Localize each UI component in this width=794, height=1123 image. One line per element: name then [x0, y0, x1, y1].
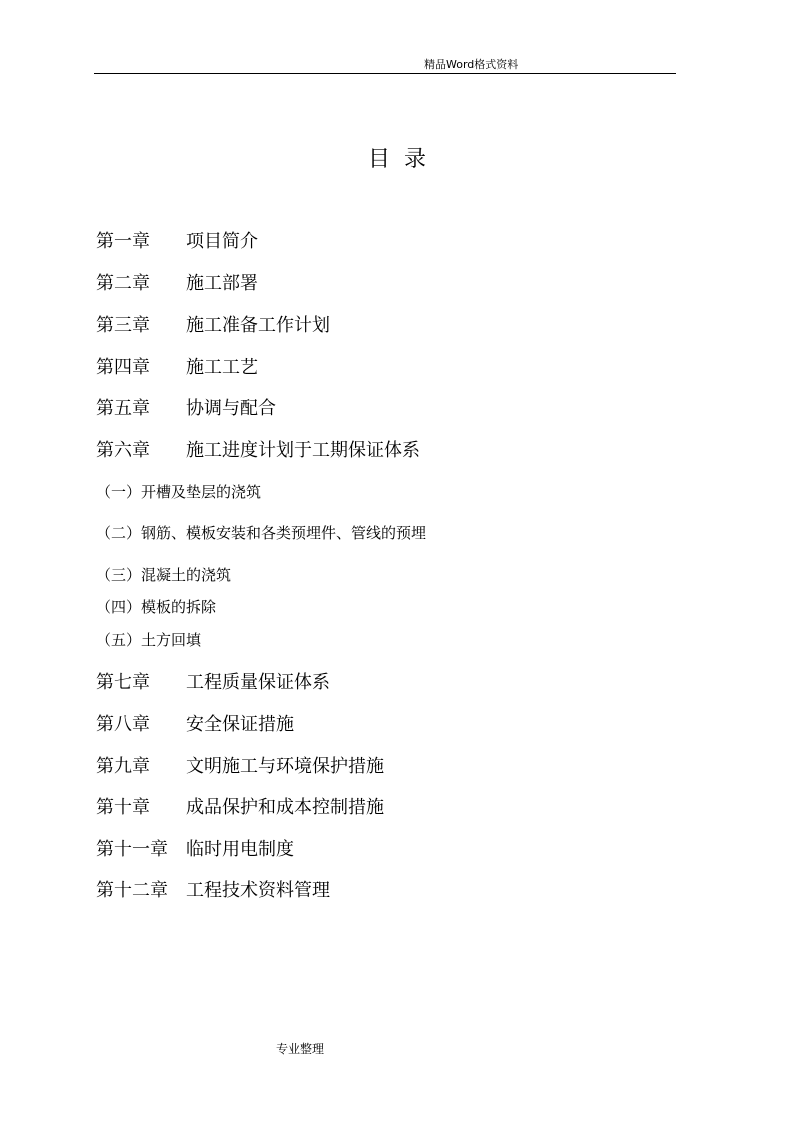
- chapter-number: 第十章: [96, 797, 150, 818]
- toc-section-5[interactable]: （五）土方回填: [96, 631, 202, 649]
- chapter-number: 第二章: [96, 273, 150, 294]
- chapter-number: 第六章: [96, 440, 150, 461]
- chapter-number: 第一章: [96, 231, 150, 252]
- chapter-title: 施工部署: [186, 273, 258, 294]
- chapter-title: 项目简介: [186, 231, 258, 252]
- chapter-title: 施工进度计划于工期保证体系: [186, 440, 420, 461]
- chapter-title: 安全保证措施: [186, 714, 294, 735]
- toc-chapter-2[interactable]: [96, 273, 258, 295]
- chapter-title: 施工工艺: [186, 357, 258, 378]
- page-header-rule: [94, 73, 676, 74]
- chapter-number: 第四章: [96, 357, 150, 378]
- toc-chapter-9[interactable]: [96, 756, 384, 778]
- chapter-number: 第十二章: [96, 880, 168, 901]
- toc-section-3[interactable]: （三）混凝土的浇筑: [96, 566, 232, 584]
- toc-chapter-11[interactable]: [96, 839, 294, 861]
- chapter-number: 第八章: [96, 714, 150, 735]
- page-header-text: 精品Word格式资料: [424, 58, 519, 71]
- page-title: 目录: [367, 147, 440, 172]
- chapter-title: 文明施工与环境保护措施: [186, 756, 384, 777]
- toc-chapter-5[interactable]: [96, 398, 276, 420]
- toc-section-1[interactable]: （一）开槽及垫层的浇筑: [96, 483, 262, 501]
- chapter-title: 工程技术资料管理: [186, 880, 330, 901]
- toc-chapter-7[interactable]: [96, 672, 330, 694]
- page-footer-text: 专业整理: [276, 1042, 325, 1056]
- toc-section-2[interactable]: （二）钢筋、模板安装和各类预埋件、管线的预埋: [96, 524, 427, 542]
- chapter-number: 第十一章: [96, 839, 168, 860]
- toc-chapter-12[interactable]: [96, 880, 330, 902]
- chapter-number: 第七章: [96, 672, 150, 693]
- chapter-number: 第三章: [96, 315, 150, 336]
- toc-section-4[interactable]: （四）模板的拆除: [96, 598, 217, 616]
- toc-chapter-10[interactable]: [96, 797, 384, 819]
- chapter-title: 协调与配合: [186, 398, 276, 419]
- chapter-number: 第九章: [96, 756, 150, 777]
- toc-chapter-4[interactable]: [96, 357, 258, 379]
- chapter-title: 工程质量保证体系: [186, 672, 330, 693]
- toc-chapter-1[interactable]: [96, 231, 258, 253]
- chapter-number: 第五章: [96, 398, 150, 419]
- chapter-title: 临时用电制度: [186, 839, 294, 860]
- chapter-title: 施工准备工作计划: [186, 315, 330, 336]
- toc-chapter-8[interactable]: [96, 714, 294, 736]
- chapter-title: 成品保护和成本控制措施: [186, 797, 384, 818]
- toc-chapter-3[interactable]: [96, 315, 330, 337]
- toc-chapter-6[interactable]: [96, 440, 420, 462]
